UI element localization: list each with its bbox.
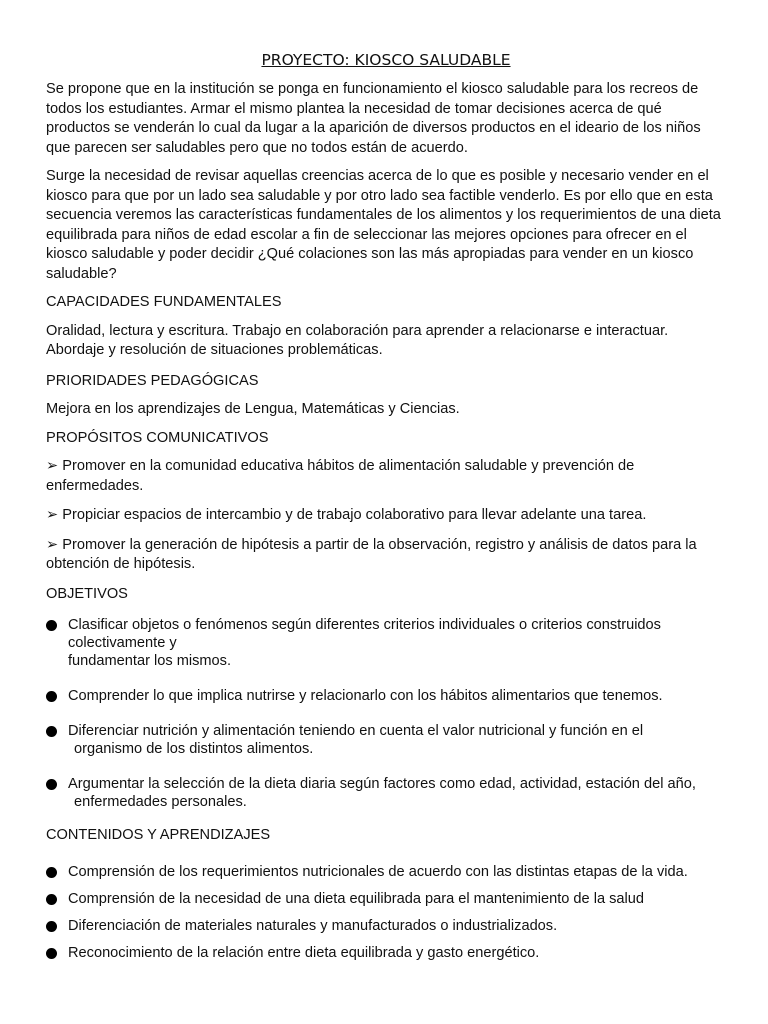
intro-paragraph-1: Se propone que en la institución se ponga en funcionamiento el kiosco saludable para los recreos de todos los estudiantes. Armar el mismo plantea la necesidad de tomar decisiones acerca de qué productos se venderán lo cual da lugar a la aparición de diversos productos en el ideario de los niños que parecen ser saludables pero que no todos están de acuerdo. [46, 81, 701, 156]
bullet-icon [46, 691, 57, 702]
objetivo-line: Diferenciar nutrición y alimentación teniendo en cuenta el valor nutricional y función en el [68, 723, 644, 739]
list-item [46, 863, 726, 881]
list-item [46, 616, 726, 670]
objetivo-line: Comprender lo que implica nutrirse y relacionarlo con los hábitos alimentarios que tenemos. [68, 688, 663, 704]
document-page [46, 50, 726, 971]
contenidos-heading: CONTENIDOS Y APRENDIZAJES [46, 827, 271, 843]
list-item [46, 687, 726, 705]
contenido-text: Comprensión de la necesidad de una dieta equilibrada para el mantenimiento de la salud [68, 890, 645, 907]
bullet-icon [46, 620, 57, 631]
objetivos-list [46, 616, 726, 811]
proposito-item: ➢ Propiciar espacios de intercambio y de trabajo colaborativo para llevar adelante una tarea. [46, 507, 647, 523]
document-title: PROYECTO: KIOSCO SALUDABLE [261, 51, 511, 69]
prioridades-heading: PRIORIDADES PEDAGÓGICAS [46, 372, 259, 389]
contenido-text: Diferenciación de materiales naturales y manufacturados o industrializados. [68, 917, 558, 934]
objetivos-heading: OBJETIVOS [46, 585, 128, 602]
bullet-icon [46, 726, 57, 737]
list-item [46, 775, 726, 811]
capacidades-heading: CAPACIDADES FUNDAMENTALES [46, 294, 282, 310]
list-item [46, 890, 726, 908]
contenido-text: Comprensión de los requerimientos nutricionales de acuerdo con las distintas etapas de la vida. [68, 863, 688, 880]
list-item [46, 944, 726, 962]
objetivo-line: fundamentar los mismos. [68, 653, 232, 669]
bullet-icon [46, 921, 57, 932]
bullet-icon [46, 779, 57, 790]
contenido-text: Reconocimiento de la relación entre dieta equilibrada y gasto energético. [68, 944, 540, 961]
prioridades-text: Mejora en los aprendizajes de Lengua, Matemáticas y Ciencias. [46, 401, 460, 417]
bullet-icon [46, 894, 57, 905]
contenidos-list [46, 863, 726, 962]
list-item [46, 722, 726, 758]
objetivo-line: Clasificar objetos o fenómenos según diferentes criterios individuales o criterios construidos colectivamente y [68, 617, 661, 651]
bullet-icon [46, 948, 57, 959]
proposito-item: ➢ Promover en la comunidad educativa hábitos de alimentación saludable y prevención de enfermedades. [46, 458, 635, 494]
objetivo-line: Argumentar la selección de la dieta diaria según factores como edad, actividad, estación del año, [68, 776, 696, 792]
intro-paragraph-2: Surge la necesidad de revisar aquellas creencias acerca de lo que es posible y necesario vender en el kiosco para que por un lado sea saludable y por otro lado sea factible venderlo. Es por ello que en esta secuencia veremos las características fundamentales de los alimentos y los requerimientos de una dieta equilibrada para niños de edad escolar a fin de seleccionar las mejores opciones para ofrecer en el kiosco saludable y poder decidir ¿Qué colaciones son las más apropiadas para vender en un kiosco saludable? [46, 168, 721, 282]
objetivo-line: enfermedades personales. [74, 794, 247, 810]
bullet-icon [46, 867, 57, 878]
objetivo-line: organismo de los distintos alimentos. [74, 741, 314, 757]
propositos-heading: PROPÓSITOS COMUNICATIVOS [46, 429, 269, 446]
capacidades-text: Oralidad, lectura y escritura. Trabajo en colaboración para aprender a relacionarse e interactuar. Abordaje y resolución de situaciones problemáticas. [46, 322, 669, 358]
list-item [46, 917, 726, 935]
proposito-item: ➢ Promover la generación de hipótesis a partir de la observación, registro y análisis de datos para la obtención de hipótesis. [46, 536, 697, 572]
